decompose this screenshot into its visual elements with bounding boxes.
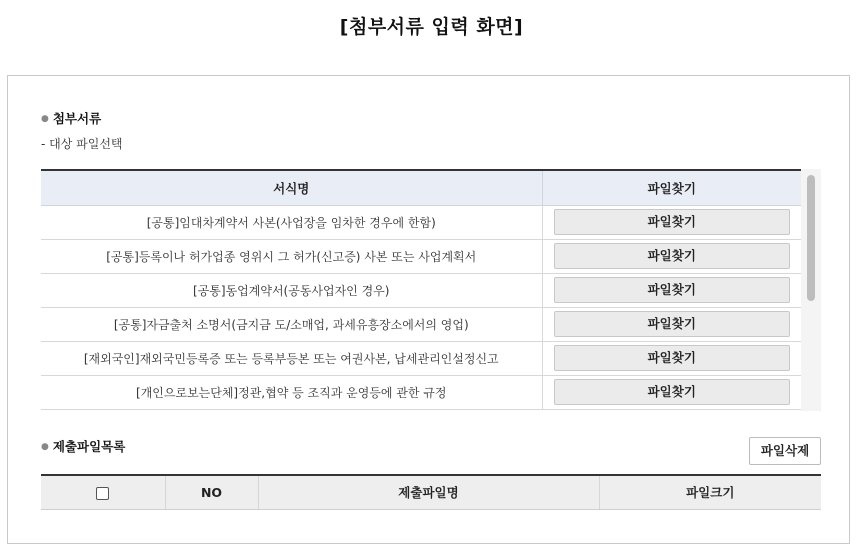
scrollbar-thumb[interactable] <box>807 175 815 301</box>
document-row <box>41 205 801 239</box>
document-name: [공통]임대차계약서 사본(사업장을 임차한 경우에 한함) <box>41 205 542 239</box>
submitted-table-header <box>41 475 821 509</box>
document-name: [공통]등록이나 허가업종 영위시 그 허가(신고증) 사본 또는 사업계획서 <box>41 239 542 273</box>
column-header-filename: 제출파일명 <box>258 475 599 509</box>
document-row <box>41 341 801 375</box>
column-header-name: 서식명 <box>41 171 542 205</box>
column-header-find: 파일찾기 <box>542 171 801 205</box>
column-header-checkbox <box>41 475 165 509</box>
document-name: [개인으로보는단체]정관,협약 등 조직과 운영등에 관한 규정 <box>41 375 542 409</box>
column-header-no: NO <box>165 475 258 509</box>
find-file-button[interactable]: 파일찾기 <box>554 379 790 405</box>
attachments-section-title <box>41 109 101 127</box>
document-row <box>41 273 801 307</box>
submitted-title: 제출파일목록 <box>52 439 126 454</box>
document-name: [공통]동업계약서(공동사업자인 경우) <box>41 273 542 307</box>
bullet-icon: ● <box>41 442 49 452</box>
find-file-button[interactable]: 파일찾기 <box>554 345 790 371</box>
find-file-button[interactable]: 파일찾기 <box>554 311 790 337</box>
document-table <box>41 171 801 410</box>
bullet-icon: ● <box>41 114 49 124</box>
find-file-button[interactable]: 파일찾기 <box>554 209 790 235</box>
document-row <box>41 239 801 273</box>
document-name: [재외국인]재외국민등록증 또는 등록부등본 또는 여권사본, 납세관리인설정신고 <box>41 341 542 375</box>
find-file-button[interactable]: 파일찾기 <box>554 277 790 303</box>
attachments-title: 첨부서류 <box>52 111 102 126</box>
column-header-filesize: 파일크기 <box>599 475 821 509</box>
delete-file-button[interactable]: 파일삭제 <box>749 437 821 465</box>
document-list <box>41 169 821 411</box>
attachment-panel <box>7 75 850 544</box>
submitted-file-table <box>41 474 821 510</box>
document-list-scrollbar[interactable] <box>801 169 821 411</box>
target-file-select-label: - 대상 파일선택 <box>41 137 123 151</box>
document-row <box>41 307 801 341</box>
document-name: [공통]자금출처 소명서(금지금 도/소매업, 과세유흥장소에서의 영업) <box>41 307 542 341</box>
find-file-button[interactable]: 파일찾기 <box>554 243 790 269</box>
page-title: [첨부서류 입력 화면] <box>339 16 524 38</box>
submitted-section-title <box>41 437 125 455</box>
document-row <box>41 375 801 409</box>
select-all-checkbox[interactable] <box>96 487 109 500</box>
document-table-header <box>41 171 801 205</box>
